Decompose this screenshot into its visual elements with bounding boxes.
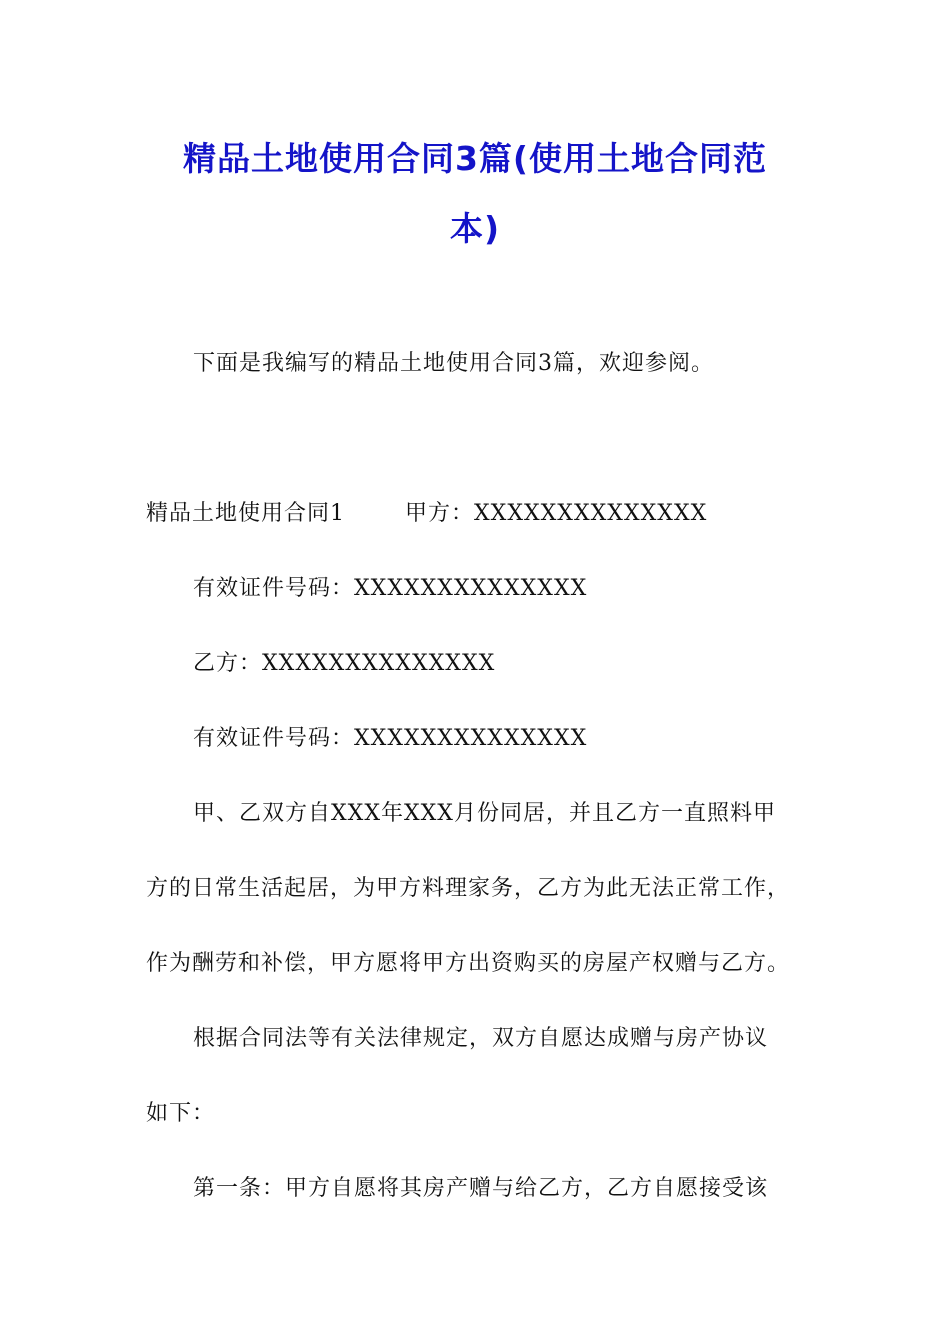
section-heading: 精品土地使用合同1 (146, 501, 345, 526)
document-title-line-2: 本) (449, 209, 501, 248)
paragraph-1-line-1: 甲、乙双方自XXX年XXX月份同居，并且乙方一直照料甲 (193, 801, 776, 826)
party-b-id-line: 有效证件号码：XXXXXXXXXXXXXX (193, 726, 588, 751)
paragraph-1-line-3: 作为酬劳和补偿，甲方愿将甲方出资购买的房屋产权赠与乙方。 (146, 951, 791, 976)
intro-paragraph: 下面是我编写的精品土地使用合同3篇，欢迎参阅。 (193, 351, 714, 376)
party-b-line: 乙方：XXXXXXXXXXXXXX (193, 651, 496, 676)
paragraph-2-line-1: 根据合同法等有关法律规定，双方自愿达成赠与房产协议 (193, 1026, 769, 1051)
paragraph-1-line-2: 方的日常生活起居，为甲方料理家务，乙方为此无法正常工作， (146, 876, 791, 901)
article-1-line-1: 第一条：甲方自愿将其房产赠与给乙方，乙方自愿接受该 (193, 1176, 769, 1201)
paragraph-2-line-2: 如下： (146, 1101, 216, 1126)
party-a-line: 甲方：XXXXXXXXXXXXXX (405, 501, 708, 526)
document-title-line-1: 精品土地使用合同3篇(使用土地合同范 (182, 139, 768, 178)
party-a-id-line: 有效证件号码：XXXXXXXXXXXXXX (193, 576, 588, 601)
